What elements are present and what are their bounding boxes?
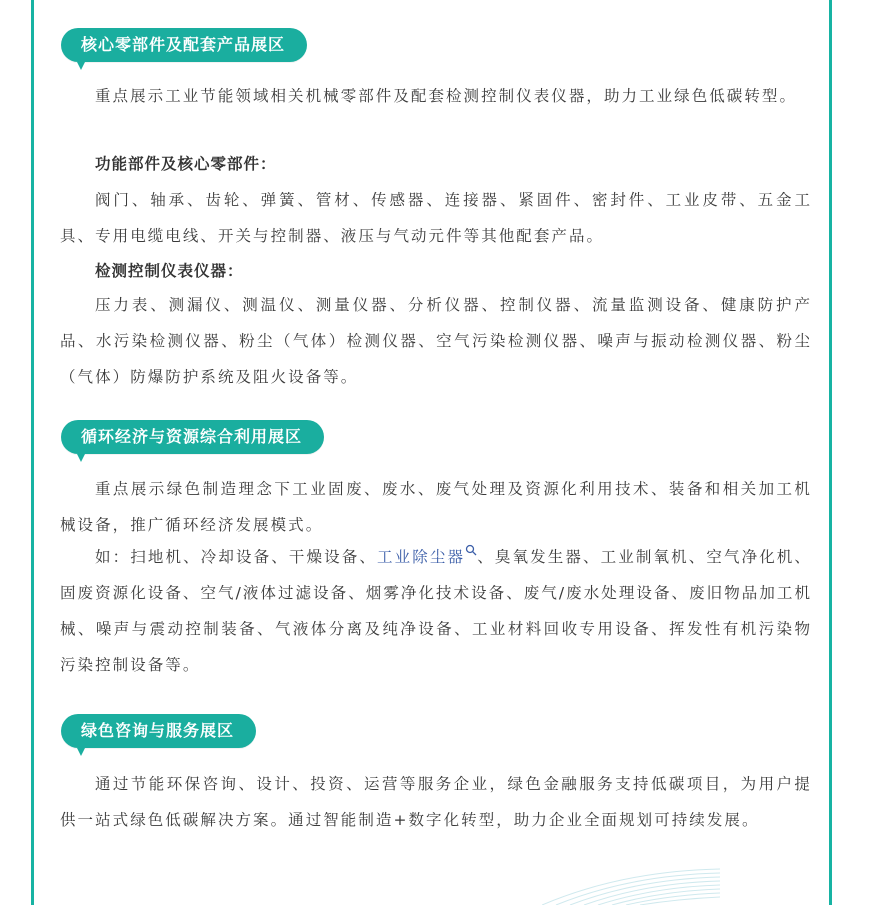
section-badge-green-consulting: 绿色咨询与服务展区 [61,714,256,748]
paragraph-instruments: 压力表、测漏仪、测温仪、测量仪器、分析仪器、控制仪器、流量监测设备、健康防护产品、水污染检测仪器、粉尘（气体）检测仪器、空气污染检测仪器、噪声与振动检测仪器、粉尘（气体）防爆防护系统及阻火设备等。 [60,296,812,386]
subheading-functional-parts: 功能部件及核心零部件： [95,155,277,173]
examples-text-after: 、臭氧发生器、工业制氧机、空气净化机、固废资源化设备、空气/液体过滤设备、烟雾净化技术设备、废气/废水处理设备、废旧物品加工机械、噪声与震动控制装备、气液体分离及纯净设备、工业材料回收专用设备、挥发性有机污染物污染控制设备等。 [60,548,812,674]
search-icon[interactable] [465,544,477,556]
paragraph-examples [60,539,812,683]
subheading-instruments: 检测控制仪表仪器： [95,262,244,280]
dust-collector-link[interactable]: 工业除尘器 [377,548,466,566]
section-intro-circular-economy: 重点展示绿色制造理念下工业固废、废水、废气处理及资源化利用技术、装备和相关加工机械设备，推广循环经济发展模式。 [60,480,812,534]
section-intro-core-parts: 重点展示工业节能领域相关机械零部件及配套检测控制仪表仪器，助力工业绿色低碳转型。 [95,87,798,105]
section-badge-core-parts: 核心零部件及配套产品展区 [61,28,307,62]
decorative-wave-lines [542,865,802,905]
examples-text-before: 如：扫地机、冷却设备、干燥设备、 [95,548,377,566]
section-badge-circular-economy: 循环经济与资源综合利用展区 [61,420,324,454]
section-intro-green-consulting: 通过节能环保咨询、设计、投资、运营等服务企业，绿色金融服务支持低碳项目，为用户提供一站式绿色低碳解决方案。通过智能制造+数字化转型，助力企业全面规划可持续发展。 [60,775,812,829]
paragraph-functional-parts: 阀门、轴承、齿轮、弹簧、管材、传感器、连接器、紧固件、密封件、工业皮带、五金工具、专用电缆电线、开关与控制器、液压与气动元件等其他配套产品。 [60,191,812,245]
